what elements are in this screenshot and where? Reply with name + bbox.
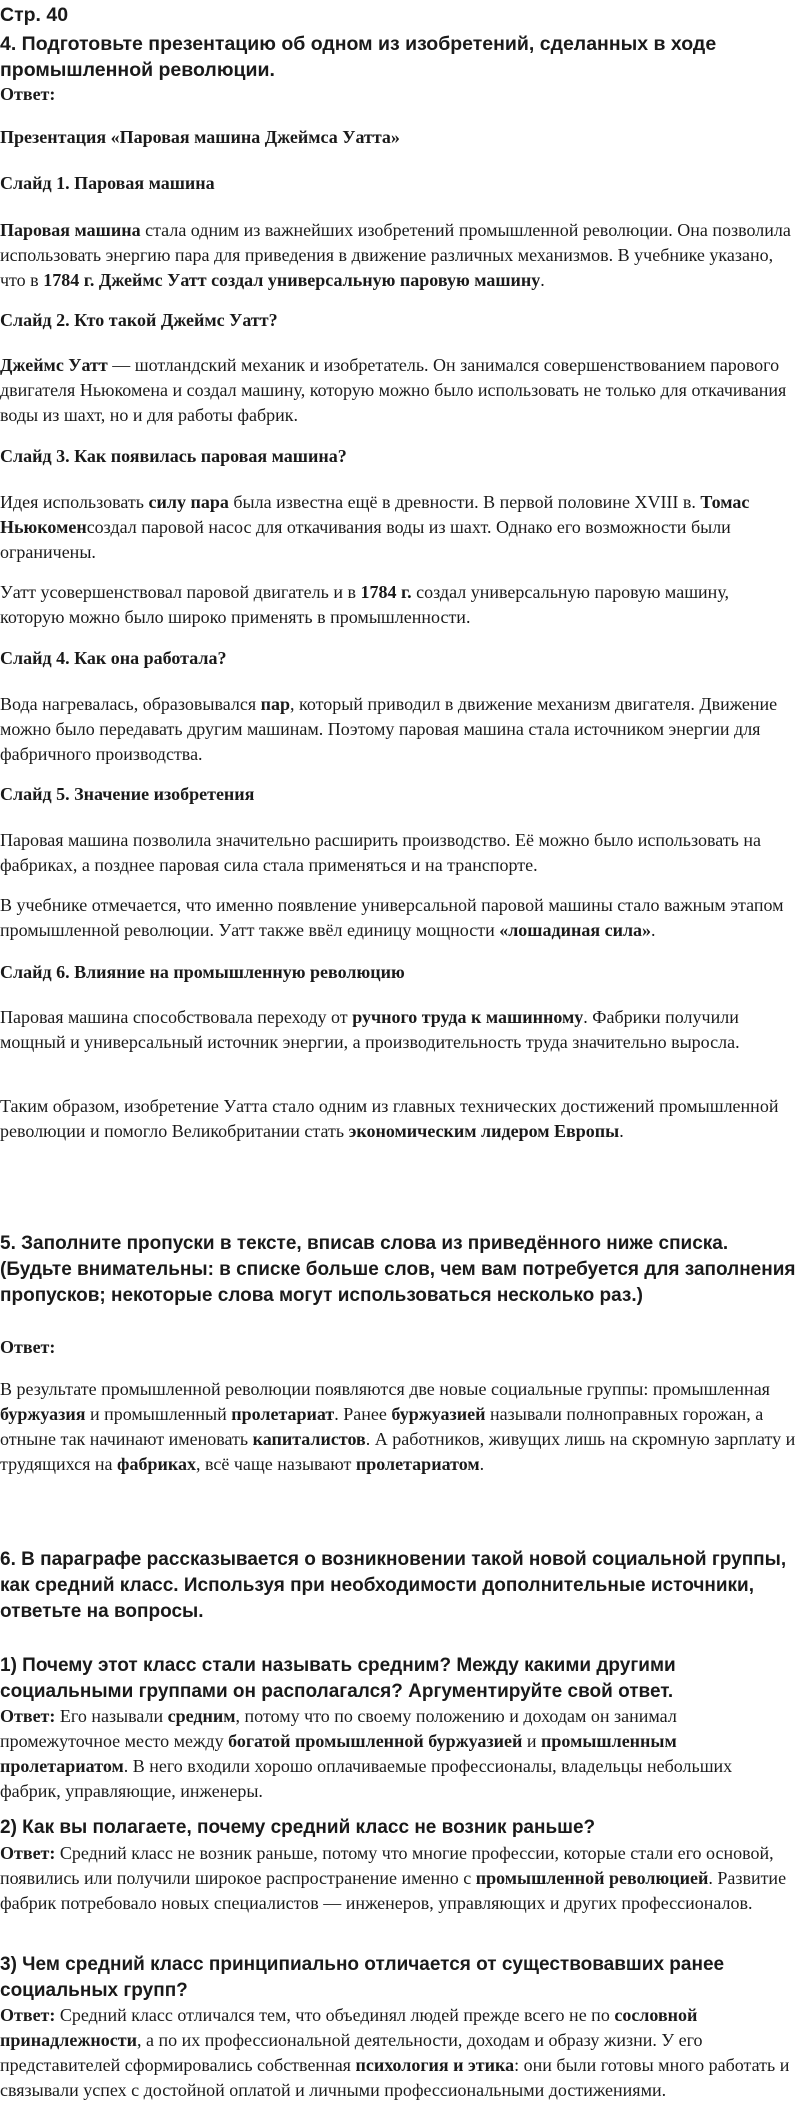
bold-text: средним [167,1706,236,1726]
text-run: Средний класс не возник раньше, потому что многие профессии, которые стали его основой, появились или получили широкое распространение именно с [0,1843,774,1888]
slide-3-paragraph-2 [0,580,796,630]
slide-4-heading: Слайд 4. Как она работала? [0,648,227,668]
question-4-title: 4. Подготовьте презентацию об одном из изобретений, сделанных в ходе промышленной революции. [0,33,717,81]
bold-text: экономическим лидером Европы [348,1121,620,1141]
bold-text: «лошадиная сила» [499,920,652,940]
slide-5-heading: Слайд 5. Значение изобретения [0,784,255,804]
text-run: стала одним из важнейших изобретений промышленной революции. Она позволила использовать энергию пара для приведения в движение различных механизмов. В учебнике указано, что в [0,220,791,290]
slide-3-paragraph-1 [0,490,796,565]
slide-6-paragraph-1 [0,1005,796,1055]
bold-text: психология и этика [355,2055,515,2075]
bold-text: Ответ: [0,1706,56,1726]
bold-text: капиталистов [252,1429,366,1449]
slide-6-paragraph-2 [0,1094,796,1144]
bold-text: буржуазией [391,1404,486,1424]
text-run: , а по их профессиональной деятельности, доходам и образу жизни. У его представителей сформировались собственная [0,2030,703,2075]
bold-text: ручного труда к машинному [352,1007,584,1027]
text-run: . А работников, живущих лишь на скромную зарплату и трудящихся на [0,1429,796,1474]
bold-text: пролетариат [231,1404,335,1424]
question-6-title: 6. В параграфе рассказывается о возникновении такой новой социальной группы, как средний класс. Используя при необходимости дополнительные источники, ответьте на вопросы. [0,1549,787,1622]
slide-2-heading: Слайд 2. Кто такой Джеймс Уатт? [0,310,278,330]
text-run: , всё чаще называют [195,1454,356,1474]
text-run: . Развитие фабрик потребовало новых специалистов — инженеров, управляющих и других профессионалов. [0,1868,787,1913]
text-run: . Ранее [334,1404,392,1424]
bold-text: Паровая машина [0,220,141,240]
slide-4-paragraph [0,692,796,767]
bold-text: Томас Ньюкомен [0,492,750,537]
question-5-answer [0,1377,796,1477]
text-run: , потому что по своему положению и доходам он занимал промежуточное место между [0,1706,677,1751]
bold-text: силу пара [148,492,229,512]
question-6-sub-2-answer [0,1841,796,1916]
text-run: : они были готовы много работать и связывали успех с достойной оплатой и личными профессиональными достижениями. [0,2055,790,2100]
bold-text: промышленным пролетариатом [0,1731,677,1776]
bold-text: 1784 г. [360,582,412,602]
text-run: В учебнике отмечается, что именно появление универсальной паровой машины стало важным этапом промышленной революции. Уатт также ввёл единицу мощности [0,895,784,940]
slide-1-paragraph [0,218,796,293]
bold-text: сословной принадлежности [0,2005,698,2050]
text-run: . В него входили хорошо оплачиваемые профессионалы, владельцы небольших фабрик, управляющие, инженеры. [0,1756,733,1801]
question-6-sub-3-answer [0,2003,796,2103]
question-6-sub-3: 3) Чем средний класс принципиально отличается от существовавших ранее социальных групп? [0,1954,725,2001]
text-run: Паровая машина способствовала переходу от [0,1007,353,1027]
slide-6-heading: Слайд 6. Влияние на промышленную революцию [0,962,405,982]
question-6-sub-2: 2) Как вы полагаете, почему средний класс не возник раньше? [0,1817,596,1838]
text-run: В результате промышленной революции появляются две новые социальные группы: промышленная [0,1379,770,1399]
bold-text: буржуазия [0,1404,86,1424]
text-run: называли полноправных горожан, а отныне так начинают именовать [0,1404,764,1449]
presentation-title: Презентация «Паровая машина Джеймса Уатта» [0,127,400,147]
bold-text: пролетариатом [355,1454,480,1474]
text-run: . [540,270,545,290]
text-run: . Фабрики получили мощный и универсальный источник энергии, а производительность труда значительно выросла. [0,1007,740,1052]
question-5-title: 5. Заполните пропуски в тексте, вписав слова из приведённого ниже списка. (Будьте внимательны: в списке больше слов, чем вам потребуется для заполнения пропусков; некоторые слова могут использоваться несколько раз.) [0,1233,796,1306]
bold-text: Ответ: [0,2005,56,2025]
bold-text: богатой промышленной буржуазией [228,1731,523,1751]
text-run: . [619,1121,624,1141]
text-run: — шотландский механик и изобретатель. Он занимался совершенствованием парового двигателя Ньюкомена и создал машину, которую можно было использовать не только для откачивания воды из шахт, но и для работы фабрик. [0,355,787,425]
bold-text: фабриках [117,1454,196,1474]
bold-text: пар [260,694,291,714]
text-run: Средний класс отличался тем, что объединял людей прежде всего не по [55,2005,615,2025]
slide-5-paragraph-2 [0,893,796,943]
text-run: Вода нагревалась, образовывался [0,694,261,714]
page-number: Стр. 40 [0,4,69,26]
text-run: , который приводил в движение механизм двигателя. Движение можно было передавать другим машинам. Поэтому паровая машина стала источником энергии для фабричного производства. [0,694,778,764]
question-4-answer-label: Ответ: [0,84,56,104]
text-run: . [651,920,656,940]
text-run: . [479,1454,485,1474]
text-run: была известна ещё в древности. В первой половине XVIII в. [228,492,701,512]
text-run: Идея использовать [0,492,149,512]
text-run: Его называли [55,1706,168,1726]
text-run: Паровая машина позволила значительно расширить производство. Её можно было использовать на фабриках, а позднее паровая сила стала применяться и на транспорте. [0,830,761,875]
slide-3-heading: Слайд 3. Как появилась паровая машина? [0,446,347,466]
text-run: Таким образом, изобретение Уатта стало одним из главных технических достижений промышленной революции и помогло Великобритании стать [0,1096,779,1141]
bold-text: 1784 г. Джеймс Уатт создал универсальную паровую машину [43,270,541,290]
bold-text: промышленной революцией [475,1868,709,1888]
text-run: создал универсальную паровую машину, которую можно было широко применять в промышленности. [0,582,730,627]
question-6-sub-1: 1) Почему этот класс стали называть средним? Между какими другими социальными группами он располагался? Аргументируйте свой ответ. [0,1655,676,1702]
text-run: создал паровой насос для откачивания воды из шахт. Однако его возможности были ограничены. [0,517,731,562]
slide-1-heading: Слайд 1. Паровая машина [0,173,215,193]
bold-text: Ответ: [0,1843,56,1863]
bold-text: Джеймс Уатт [0,355,108,375]
text-run: Уатт усовершенствовал паровой двигатель и в [0,582,361,602]
text-run: и [522,1731,542,1751]
question-5-answer-label: Ответ: [0,1337,56,1357]
slide-5-paragraph-1 [0,828,796,878]
question-6-sub-1-answer [0,1704,796,1804]
text-run: и промышленный [85,1404,232,1424]
slide-2-paragraph [0,353,796,428]
